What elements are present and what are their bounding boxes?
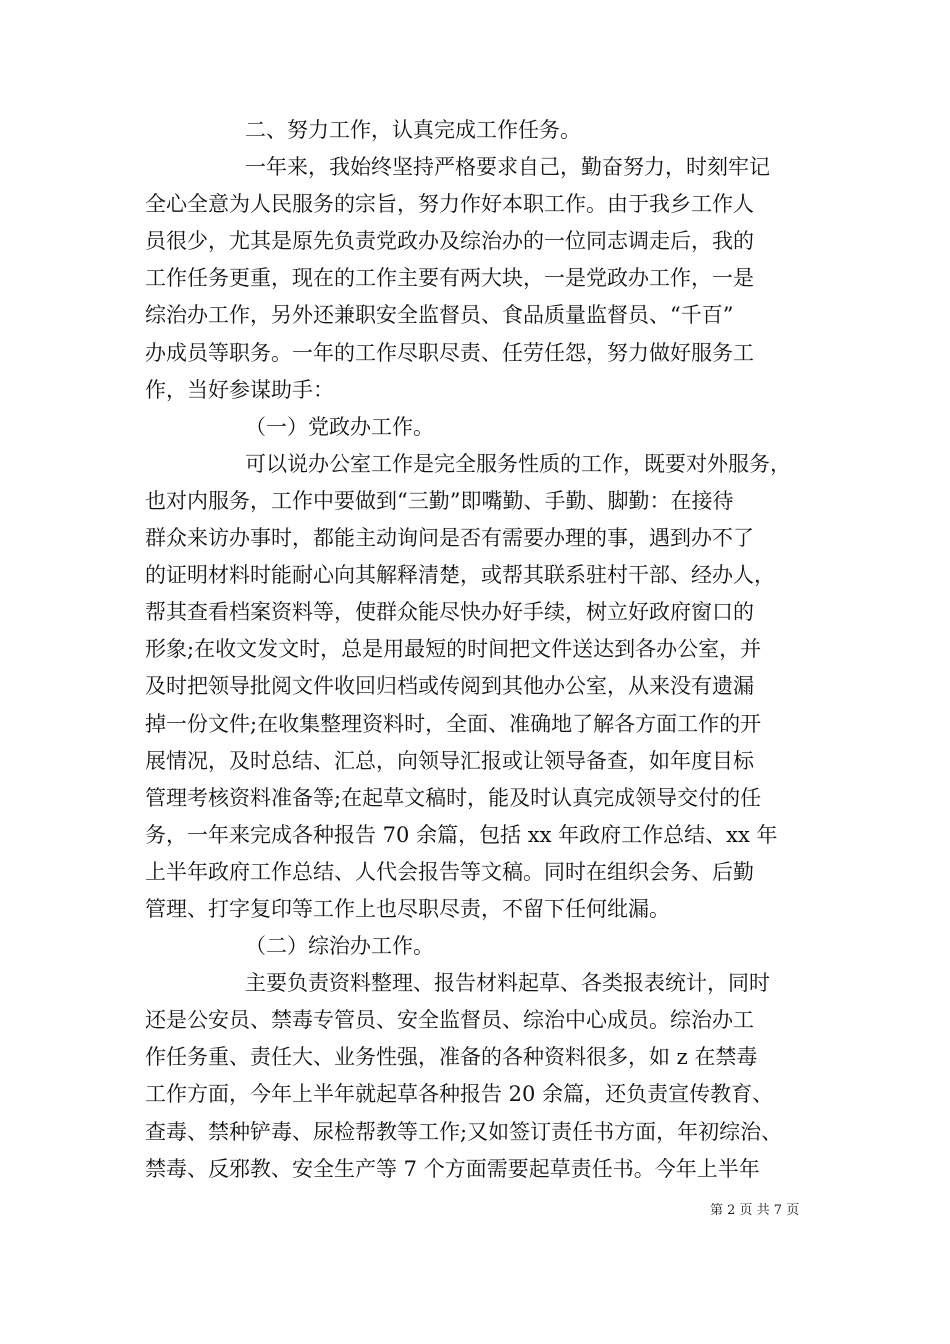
subsection-heading-2: （二）综治办工作。 bbox=[245, 934, 434, 959]
page-number-footer: 第 2 页 共 7 页 bbox=[710, 1203, 800, 1218]
paragraph-line: 也对内服务，工作中要做到“三勤”即嘴勤、手勤、脚勤：在接待 bbox=[145, 488, 734, 513]
paragraph-line: 上半年政府工作总结、人代会报告等文稿。同时在组织会务、后勤 bbox=[145, 859, 754, 884]
paragraph-line: 工作任务更重，现在的工作主要有两大块，一是党政办工作，一是 bbox=[145, 266, 754, 291]
paragraph-line: 帮其查看档案资料等，使群众能尽快办好手续，树立好政府窗口的 bbox=[145, 600, 754, 625]
paragraph-line: 办成员等职务。一年的工作尽职尽责、任劳任怨，努力做好服务工 bbox=[145, 340, 754, 365]
paragraph-line: 展情况，及时总结、汇总，向领导汇报或让领导备查，如年度目标 bbox=[145, 748, 754, 773]
paragraph-line: 务，一年来完成各种报告 70 余篇，包括 xx 年政府工作总结、xx 年 bbox=[145, 822, 778, 847]
document-body bbox=[145, 112, 809, 1188]
paragraph-line: 可以说办公室工作是完全服务性质的工作，既要对外服务， bbox=[245, 451, 791, 476]
paragraph-line: 的证明材料时能耐心向其解释清楚，或帮其联系驻村干部、经办人， bbox=[145, 563, 775, 588]
paragraph-line: 掉一份文件;在收集整理资料时，全面、准确地了解各方面工作的开 bbox=[145, 711, 762, 736]
section-heading-2: 二、努力工作，认真完成工作任务。 bbox=[245, 118, 581, 142]
paragraph-line: 形象;在收文发文时，总是用最短的时间把文件送达到各办公室，并 bbox=[145, 637, 762, 662]
paragraph-line: 群众来访办事时，都能主动询问是否有需要办理的事，遇到办不了 bbox=[145, 526, 754, 551]
paragraph-line: 员很少，尤其是原先负责党政办及综治办的一位同志调走后，我的 bbox=[145, 229, 754, 254]
subsection-heading-1: （一）党政办工作。 bbox=[245, 414, 434, 439]
paragraph-line: 全心全意为人民服务的宗旨，努力作好本职工作。由于我乡工作人 bbox=[145, 192, 754, 217]
paragraph-line: 查毒、禁种铲毒、尿检帮教等工作;又如签订责任书方面，年初综治、 bbox=[145, 1119, 783, 1144]
paragraph-line: 管理考核资料准备等;在起草文稿时，能及时认真完成领导交付的任 bbox=[145, 785, 762, 810]
paragraph-line: 一年来，我始终坚持严格要求自己，勤奋努力，时刻牢记 bbox=[245, 155, 770, 180]
paragraph-line: 工作方面，今年上半年就起草各种报告 20 余篇，还负责宣传教育、 bbox=[145, 1082, 774, 1107]
paragraph-line: 还是公安员、禁毒专管员、安全监督员、综治中心成员。综治办工 bbox=[145, 1008, 754, 1033]
paragraph-line: 综治办工作，另外还兼职安全监督员、食品质量监督员、“千百” bbox=[145, 303, 734, 328]
paragraph-line: 及时把领导批阅文件收回归档或传阅到其他办公室，从来没有遗漏 bbox=[145, 674, 754, 699]
paragraph-line: 主要负责资料整理、报告材料起草、各类报表统计，同时 bbox=[245, 971, 770, 996]
paragraph-line: 作，当好参谋助手： bbox=[145, 377, 334, 402]
paragraph-line: 管理、打字复印等工作上也尽职尽责，不留下任何纰漏。 bbox=[145, 896, 670, 921]
paragraph-line: 作任务重、责任大、业务性强，准备的各种资料很多，如 z 在禁毒 bbox=[145, 1045, 758, 1070]
paragraph-line: 禁毒、反邪教、安全生产等 7 个方面需要起草责任书。今年上半年 bbox=[145, 1156, 760, 1181]
